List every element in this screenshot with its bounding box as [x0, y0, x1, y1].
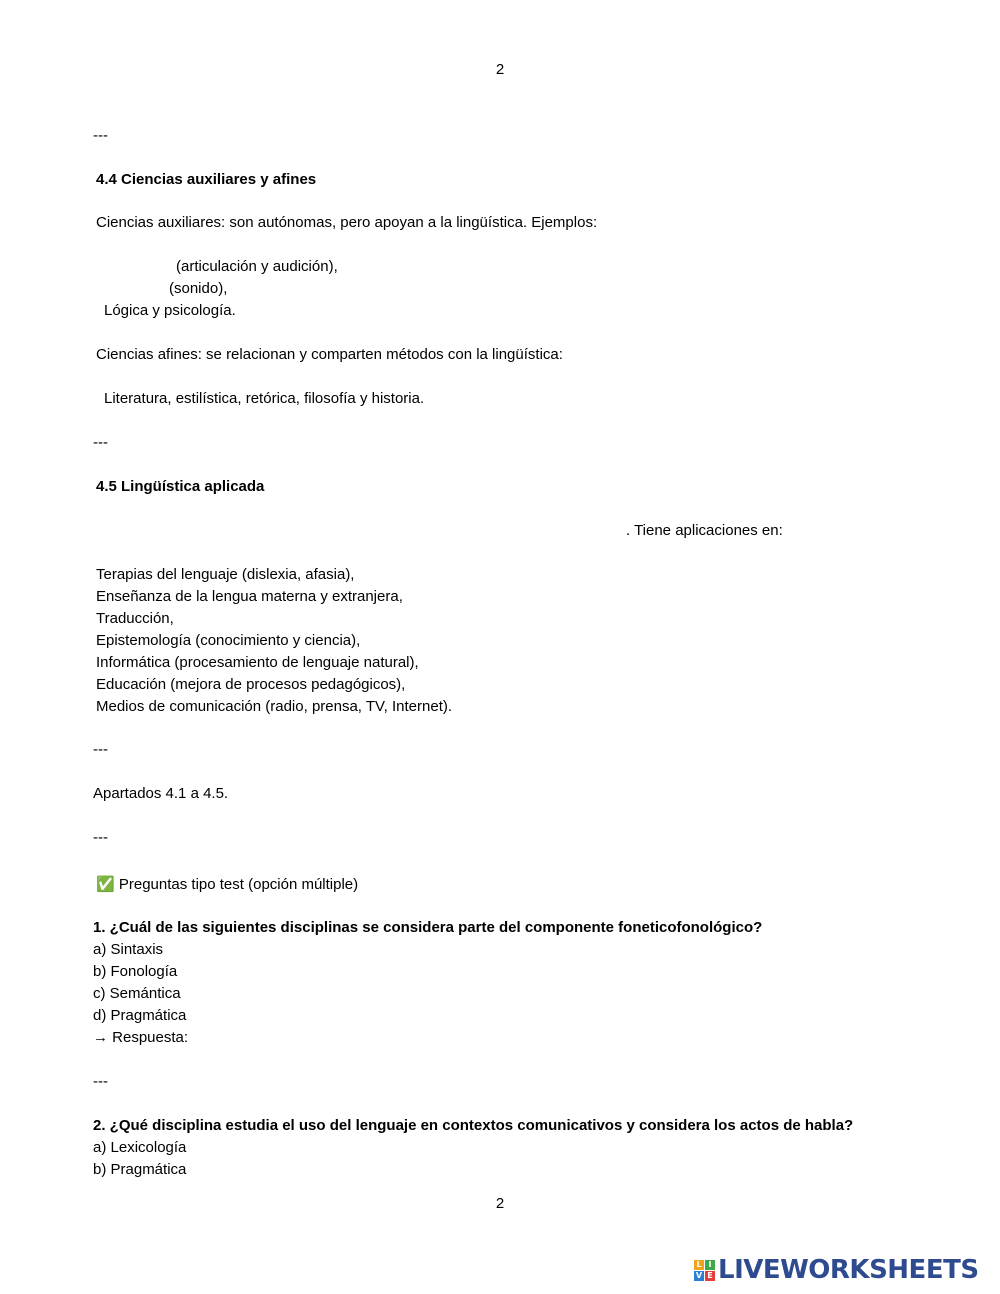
- section-heading-4-5: 4.5 Lingüística aplicada: [96, 478, 265, 495]
- question-1-option: d) Pragmática: [93, 1007, 187, 1024]
- liveworksheets-logo: [694, 1255, 979, 1285]
- badge-letter: E: [705, 1271, 715, 1281]
- application-item: Educación (mejora de procesos pedagógicos),: [96, 676, 406, 693]
- application-item: Epistemología (conocimiento y ciencia),: [96, 632, 361, 649]
- question-2-option: a) Lexicología: [93, 1139, 187, 1156]
- application-item: Traducción,: [96, 610, 174, 627]
- application-item: Informática (procesamiento de lenguaje natural),: [96, 654, 419, 671]
- page-number-top: 2: [495, 61, 505, 78]
- related-intro: Ciencias afines: se relacionan y comparten métodos con la lingüística:: [96, 346, 563, 363]
- question-1-option: b) Fonología: [93, 963, 178, 980]
- summary-line: Apartados 4.1 a 4.5.: [93, 785, 229, 802]
- related-list: Literatura, estilística, retórica, filosofía y historia.: [104, 390, 425, 407]
- application-item: Terapias del lenguaje (dislexia, afasia),: [96, 566, 355, 583]
- quiz-title-text: Preguntas tipo test (opción múltiple): [118, 876, 359, 893]
- separator: ---: [93, 741, 108, 758]
- question-2-option: b) Pragmática: [93, 1161, 187, 1178]
- liveworksheets-badge-icon: [694, 1260, 715, 1281]
- brand-name: LIVEWORKSHEETS: [718, 1255, 979, 1285]
- badge-letter: I: [705, 1260, 715, 1270]
- check-mark-icon: ✅: [96, 875, 115, 893]
- auxiliary-item: (articulación y audición),: [176, 258, 338, 275]
- separator: ---: [93, 829, 108, 846]
- auxiliary-item: Lógica y psicología.: [104, 302, 236, 319]
- applied-intro-tail: . Tiene aplicaciones en:: [626, 522, 783, 539]
- badge-letter: V: [695, 1270, 703, 1280]
- question-1-text: 1. ¿Cuál de las siguientes disciplinas se considera parte del componente foneticofonológico?: [93, 919, 763, 936]
- question-2-text: 2. ¿Qué disciplina estudia el uso del lenguaje en contextos comunicativos y considera los actos de habla?: [93, 1117, 854, 1134]
- section-heading-4-4: 4.4 Ciencias auxiliares y afines: [96, 171, 317, 188]
- separator: ---: [93, 127, 108, 144]
- page-number-bottom: 2: [495, 1195, 505, 1212]
- question-1-answer: [93, 1029, 332, 1047]
- question-1-option: a) Sintaxis: [93, 941, 164, 958]
- separator: ---: [93, 434, 108, 451]
- question-1-option: c) Semántica: [93, 985, 181, 1002]
- application-item: Enseñanza de la lengua materna y extranjera,: [96, 588, 403, 605]
- auxiliary-intro: Ciencias auxiliares: son autónomas, pero apoyan a la lingüística. Ejemplos:: [96, 214, 598, 231]
- separator: ---: [93, 1073, 108, 1090]
- badge-letter: L: [694, 1260, 704, 1270]
- auxiliary-item: (sonido),: [169, 280, 228, 297]
- answer-label: → Respuesta:: [93, 1029, 189, 1046]
- quiz-title: [96, 875, 358, 894]
- application-item: Medios de comunicación (radio, prensa, TV, Internet).: [96, 698, 453, 715]
- answer-blank[interactable]: [192, 1030, 332, 1046]
